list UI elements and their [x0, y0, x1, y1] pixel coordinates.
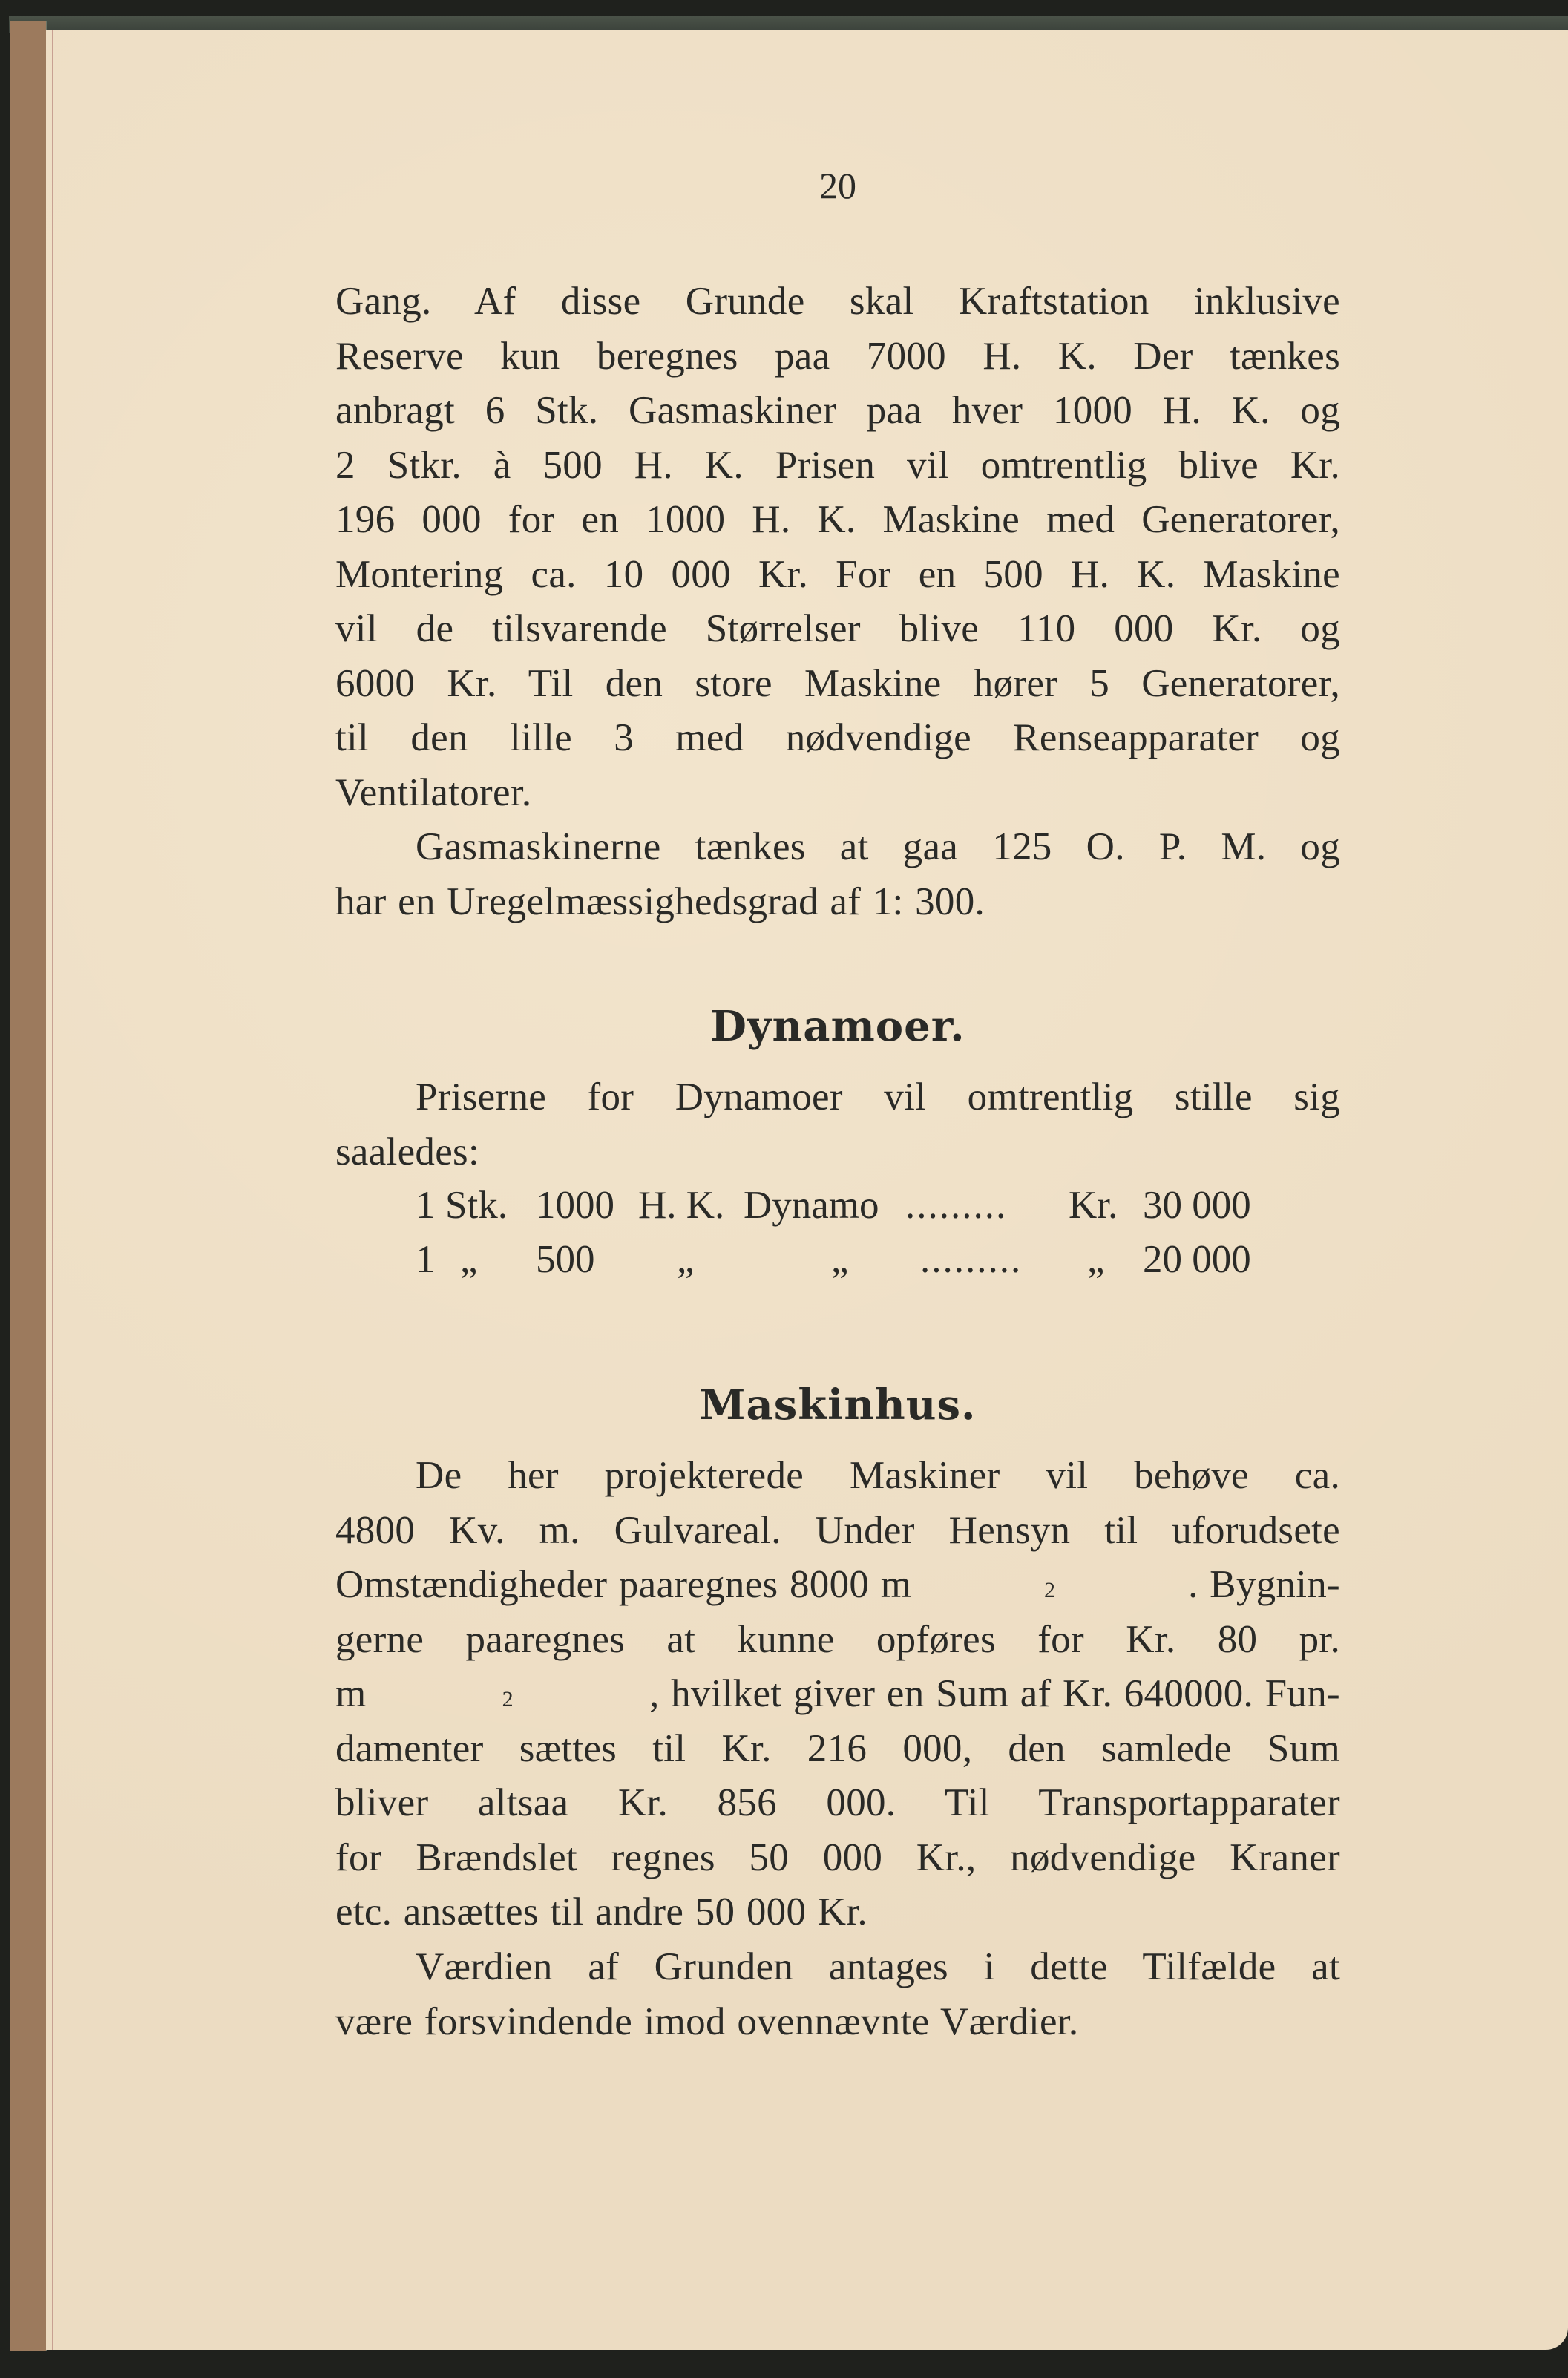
price-hk: H. K.	[638, 1184, 725, 1227]
machine-house-paragraph	[335, 1449, 1340, 1940]
price-leader: .........	[905, 1184, 1008, 1227]
price-item: „	[831, 1238, 849, 1281]
text-line: har en Uregelmæssighedsgrad af 1: 300.	[335, 880, 985, 923]
price-power: 1000	[536, 1184, 614, 1227]
text-line: 4800 Kv. m. Gulvareal. Under Hensyn til uforudsete	[335, 1508, 1340, 1552]
text-line: Værdien af Grunden antages i dette Tilfælde at	[416, 1945, 1340, 1988]
text-line: Reserve kun beregnes paa 7000 H. K. Der tænkes	[335, 334, 1340, 378]
price-row	[416, 1233, 1328, 1287]
text-line: bliver altsaa Kr. 856 000. Til Transportapparater	[335, 1781, 1340, 1824]
page-number: 20	[819, 165, 856, 206]
text-line: Omstændigheder paaregnes 8000 m 2 . Bygnin-	[335, 1558, 1340, 1613]
text-segment: . Bygnin-	[1188, 1563, 1340, 1606]
text-line: for Brændslet regnes 50 000 Kr., nødvendige Kraner	[335, 1835, 1340, 1879]
price-currency: Kr.	[1069, 1184, 1118, 1227]
land-value-paragraph	[335, 1940, 1340, 2049]
text-line: Priserne for Dynamoer vil omtrentlig stille sig	[416, 1075, 1340, 1118]
price-unit: „	[460, 1238, 478, 1281]
text-line: Gasmaskinerne tænkes at gaa 125 O. P. M. og	[416, 825, 1340, 868]
text-segment: Omstændigheder paaregnes 8000 m	[335, 1563, 912, 1606]
price-amount: 20 000	[1143, 1238, 1251, 1281]
text-line: saaledes:	[335, 1130, 479, 1173]
section-heading-dynamos: Dynamoer.	[710, 1002, 965, 1051]
text-line: Montering ca. 10 000 Kr. For en 500 H. K. Maskine	[335, 552, 1340, 596]
price-hk: „	[677, 1238, 695, 1281]
text-line: gerne paaregnes at kunne opføres for Kr. 80 pr.	[335, 1617, 1340, 1661]
price-amount: 30 000	[1143, 1184, 1251, 1227]
text-line: Gang. Af disse Grunde skal Kraftstation inklusive	[335, 280, 1340, 323]
text-line: vil de tilsvarende Størrelser blive 110 000 Kr. og	[335, 607, 1340, 650]
text-line: damenter sættes til Kr. 216 000, den samlede Sum	[335, 1726, 1340, 1770]
price-item: Dynamo	[744, 1184, 879, 1227]
text-line: Ventilatorer.	[335, 770, 532, 814]
book-binding-board	[10, 21, 47, 2351]
price-qty: 1	[416, 1184, 436, 1227]
text-line: 6000 Kr. Til den store Maskine hører 5 Generatorer,	[335, 661, 1340, 705]
text-segment: m	[335, 1672, 367, 1715]
text-line: være forsvindende imod ovennævnte Værdier.	[335, 1999, 1079, 2043]
text-line: til den lille 3 med nødvendige Renseapparater og	[335, 716, 1340, 759]
intro-paragraph	[335, 275, 1340, 820]
margin-rule	[52, 30, 53, 2350]
gas-machines-paragraph	[335, 820, 1340, 929]
text-line: m 2 , hvilket giver en Sum af Kr. 640000. Fun-	[335, 1667, 1340, 1722]
text-line: anbragt 6 Stk. Gasmaskiner paa hver 1000 H. K. og	[335, 389, 1340, 432]
price-unit: Stk.	[445, 1184, 508, 1227]
price-leader: .........	[920, 1238, 1023, 1281]
price-qty: 1	[416, 1238, 436, 1281]
text-line: De her projekterede Maskiner vil behøve ca.	[416, 1454, 1340, 1497]
text-line: 196 000 for en 1000 H. K. Maskine med Generatorer,	[335, 498, 1340, 541]
text-line: 2 Stkr. à 500 H. K. Prisen vil omtrentlig blive Kr.	[335, 443, 1340, 487]
price-currency: „	[1087, 1238, 1105, 1281]
section-heading-machine-house: Maskinhus.	[699, 1380, 977, 1429]
price-power: 500	[536, 1238, 595, 1281]
dynamos-paragraph	[335, 1070, 1340, 1179]
text-segment: , hvilket giver en Sum af Kr. 640000. Fun-	[649, 1672, 1340, 1715]
price-row	[416, 1179, 1328, 1233]
text-line: etc. ansættes til andre 50 000 Kr.	[335, 1890, 867, 1933]
